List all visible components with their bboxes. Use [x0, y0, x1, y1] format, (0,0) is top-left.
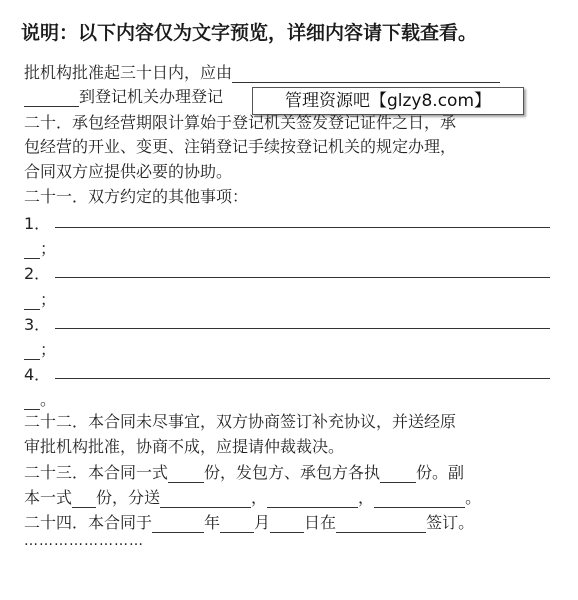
blank-underline — [380, 464, 416, 483]
item-number: 4． — [24, 365, 51, 384]
text-segment: 本一式 — [24, 488, 73, 507]
text-segment: ， — [251, 488, 268, 507]
text-segment: ； — [40, 290, 57, 309]
item-number: 2． — [24, 264, 51, 283]
blank-underline — [152, 514, 204, 533]
text-line: 二十．承包经营期限计算始于登记机关签发登记证件之日，承 — [24, 113, 457, 132]
text-line — [24, 460, 464, 483]
text-line — [24, 510, 474, 533]
text-segment: ； — [40, 239, 57, 258]
text-segment: 批机构批准起三十日内，应由 — [24, 63, 233, 82]
text-segment: 份，分送 — [96, 488, 161, 507]
blank-underline — [24, 88, 79, 107]
text-line: 审批机构批准，协商不成，应提请仲裁裁决。 — [24, 437, 345, 456]
blank-underline — [270, 514, 304, 533]
blank-underline — [374, 489, 465, 508]
text-segment: 。 — [40, 390, 57, 409]
text-line — [24, 337, 56, 360]
text-line — [24, 236, 56, 259]
blank-underline — [24, 341, 40, 360]
text-line: 二十二．本合同未尽事宜，双方协商签订补充协议，并送经原 — [24, 412, 457, 431]
text-line — [24, 287, 56, 310]
text-segment: 年 — [204, 513, 221, 532]
blank-underline — [24, 240, 40, 259]
text-line: 包经营的开业、变更、注销登记手续按登记机关的规定办理， — [24, 137, 457, 156]
text-line: 合同双方应提供必要的协助。 — [24, 162, 233, 181]
text-segment: 签订。 — [426, 513, 475, 532]
watermark-label: 管理资源吧【glzy8.com】 — [252, 87, 524, 115]
item-number: 3． — [24, 315, 51, 334]
ellipsis-dots: …………………… — [24, 533, 144, 549]
item-number: 1． — [24, 214, 51, 233]
text-line — [24, 387, 56, 410]
text-segment: 二十三．本合同一式 — [24, 463, 169, 482]
blank-underline — [220, 514, 254, 533]
text-segment: 。 — [465, 488, 482, 507]
text-segment: ； — [40, 340, 57, 359]
text-segment: 份，发包方、承包方各执 — [204, 463, 381, 482]
blank-underline — [232, 64, 500, 83]
text-line — [24, 485, 481, 508]
blank-underline — [55, 276, 550, 278]
text-segment: 月 — [254, 513, 271, 532]
blank-underline — [55, 226, 550, 228]
text-segment: 到登记机关办理登记 — [79, 87, 224, 106]
blank-underline — [267, 489, 358, 508]
text-segment: 份。副 — [416, 463, 465, 482]
text-line: 二十一．双方约定的其他事项： — [24, 187, 249, 206]
blank-underline — [55, 327, 550, 329]
text-segment: 二十四．本合同于 — [24, 513, 153, 532]
blank-underline — [55, 377, 550, 379]
blank-underline — [160, 489, 251, 508]
blank-underline — [168, 464, 204, 483]
text-segment: 日在 — [304, 513, 337, 532]
blank-underline — [24, 391, 40, 410]
blank-underline — [72, 489, 96, 508]
notice-banner: 说明：以下内容仅为文字预览，详细内容请下载查看。 — [21, 22, 478, 44]
text-segment: ， — [358, 488, 375, 507]
blank-underline — [336, 514, 426, 533]
blank-underline — [24, 291, 40, 310]
text-line — [24, 60, 500, 83]
text-line — [24, 84, 223, 107]
